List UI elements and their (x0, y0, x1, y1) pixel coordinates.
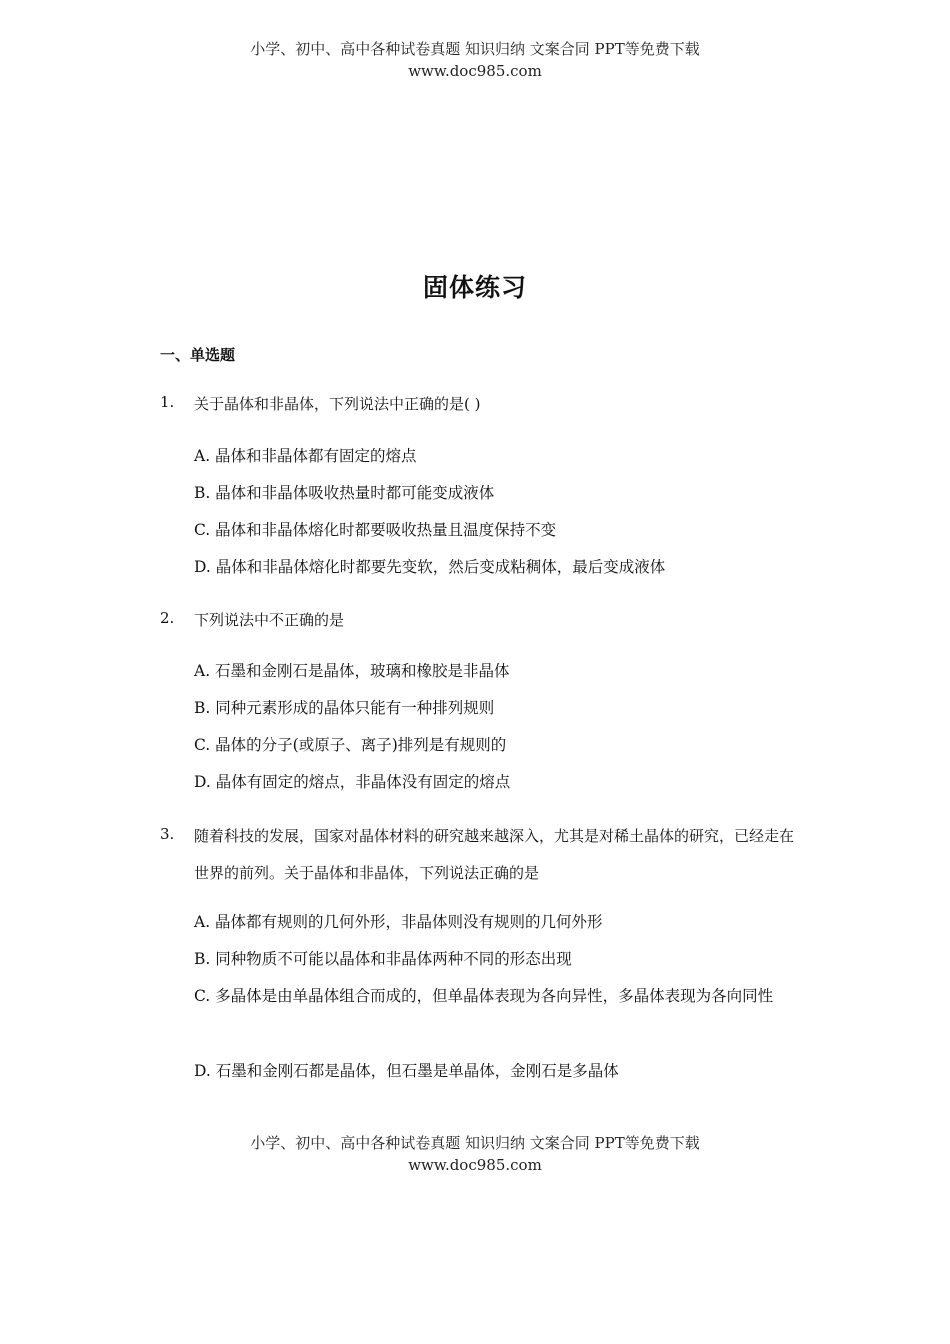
question-number: 2. (160, 609, 175, 627)
option-a: A. 石墨和金刚石是晶体，玻璃和橡胶是非晶体 (194, 662, 510, 680)
option-d: D. 石墨和金刚石都是晶体，但石墨是单晶体，金刚石是多晶体 (194, 1062, 619, 1080)
option-d: D. 晶体有固定的熔点，非晶体没有固定的熔点 (194, 773, 511, 791)
header-tagline: 小学、初中、高中各种试卷真题 知识归纳 文案合同 PPT等免费下载 (250, 40, 700, 58)
page-footer (0, 1132, 950, 1176)
question-number: 1. (160, 393, 175, 411)
option-b: B. 同种元素形成的晶体只能有一种排列规则 (194, 699, 495, 717)
option-a: A. 晶体和非晶体都有固定的熔点 (194, 447, 417, 465)
option-b: B. 同种物质不可能以晶体和非晶体两种不同的形态出现 (194, 950, 572, 968)
option-b: B. 晶体和非晶体吸收热量时都可能变成液体 (194, 484, 495, 502)
question-number: 3. (160, 825, 175, 843)
option-c: C. 晶体和非晶体熔化时都要吸收热量且温度保持不变 (194, 521, 557, 539)
question-text: 随着科技的发展，国家对晶体材料的研究越来越深入，尤其是对稀土晶体的研究，已经走在世界的前列。关于晶体和非晶体，下列说法正确的是 (194, 827, 795, 882)
page-header (0, 38, 950, 82)
header-url: www.doc985.com (408, 62, 542, 80)
option-a: A. 晶体都有规则的几何外形，非晶体则没有规则的几何外形 (194, 913, 603, 931)
footer-tagline: 小学、初中、高中各种试卷真题 知识归纳 文案合同 PPT等免费下载 (250, 1134, 700, 1152)
question-text: 关于晶体和非晶体，下列说法中正确的是( ) (194, 395, 481, 413)
option-d: D. 晶体和非晶体熔化时都要先变软，然后变成粘稠体，最后变成液体 (194, 558, 666, 576)
option-c: C. 晶体的分子(或原子、离子)排列是有规则的 (194, 736, 507, 754)
footer-url: www.doc985.com (408, 1156, 542, 1174)
section-heading: 一、单选题 (160, 346, 236, 364)
page-title: 固体练习 (422, 273, 527, 302)
option-c: C. 多晶体是由单晶体组合而成的，但单晶体表现为各向异性，多晶体表现为各向同性 (194, 987, 774, 1005)
question-text: 下列说法中不正确的是 (194, 611, 345, 629)
